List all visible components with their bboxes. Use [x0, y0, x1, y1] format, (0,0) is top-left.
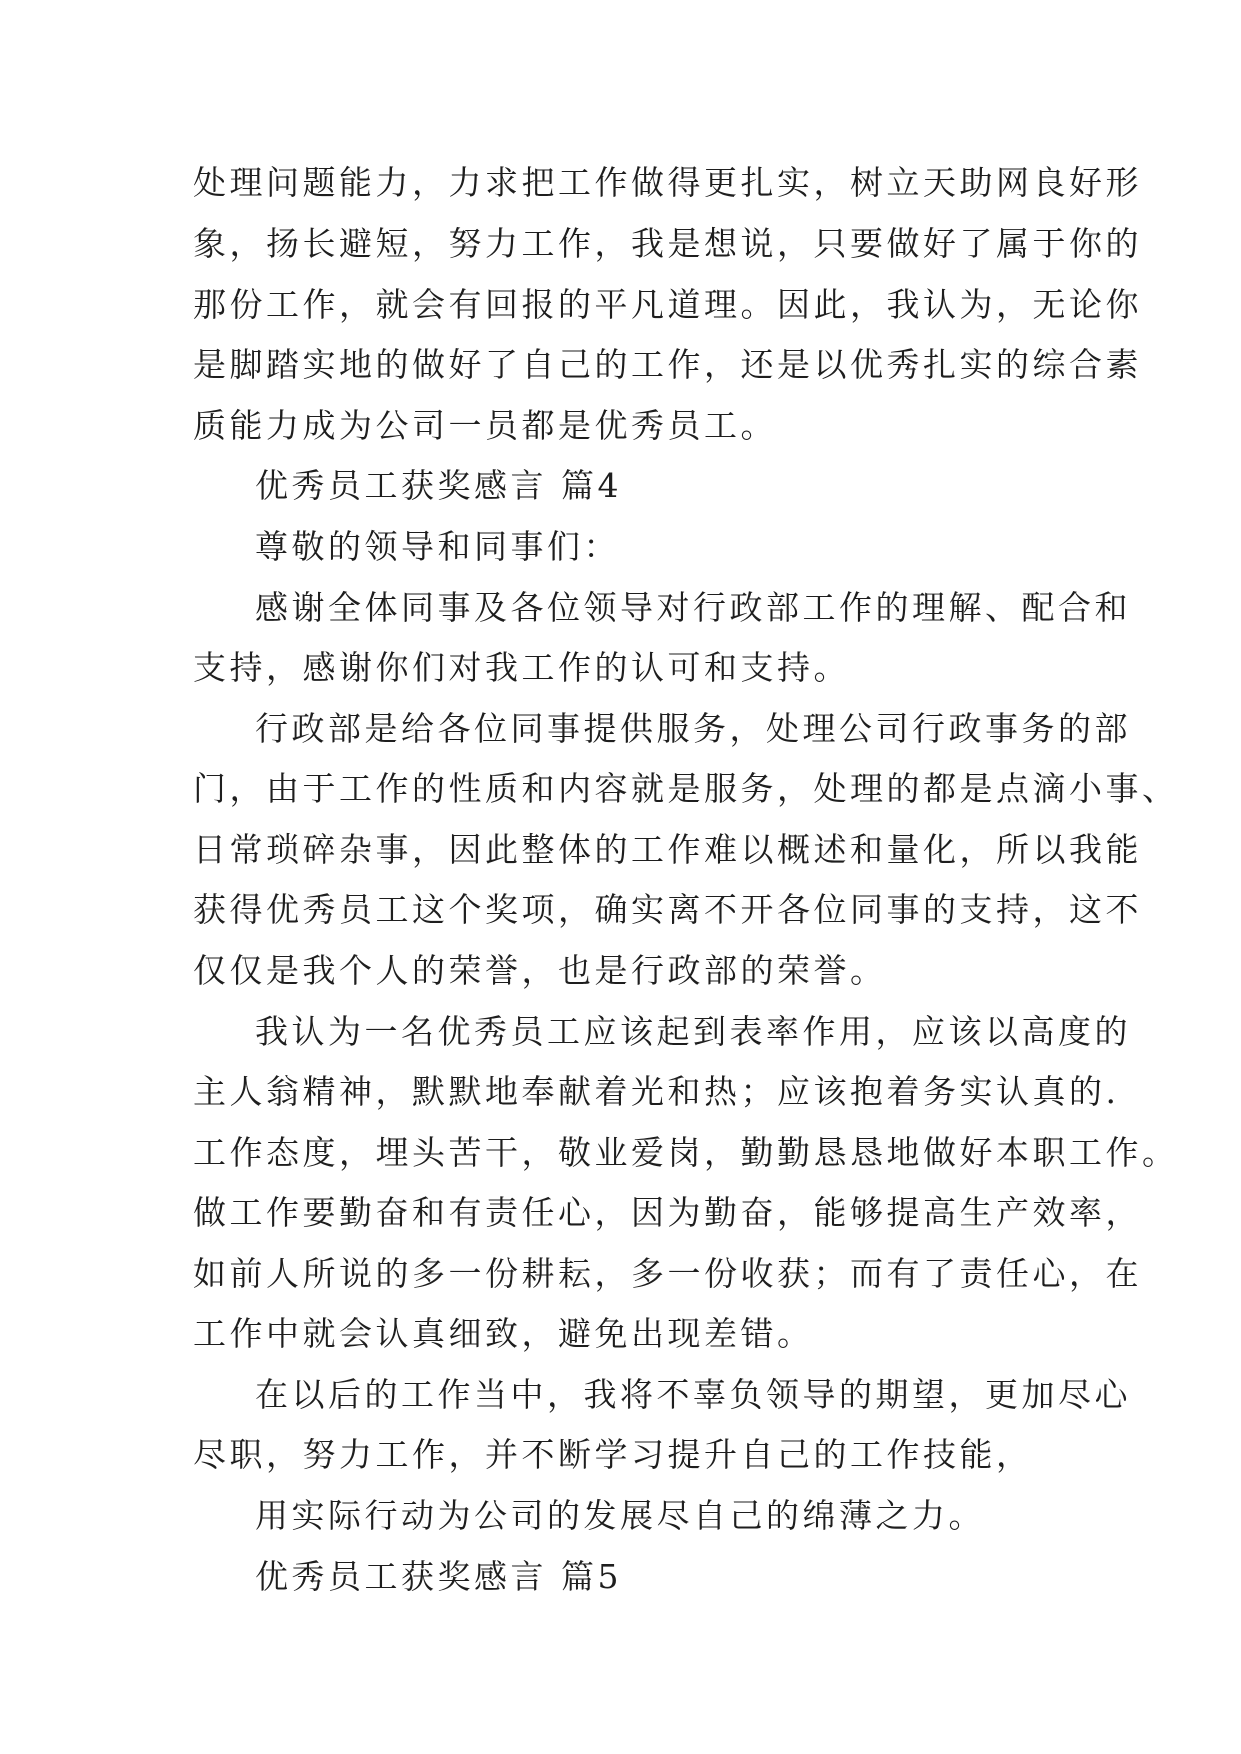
text-line-10: 行政部是给各位同事提供服务，处理公司行政事务的部: [255, 709, 1131, 748]
section-heading-5: 优秀员工获奖感言 篇5: [255, 1557, 622, 1596]
text-line-16: 主人翁精神，默默地奉献着光和热；应该抱着务实认真的.: [193, 1072, 1120, 1111]
text-line-13: 获得优秀员工这个奖项，确实离不开各位同事的支持，这不: [193, 890, 1142, 929]
text-line-8: 感谢全体同事及各位领导对行政部工作的理解、配合和: [255, 588, 1131, 627]
text-line-11: 门，由于工作的性质和内容就是服务，处理的都是点滴小事、: [193, 769, 1179, 808]
text-line-3: 那份工作，就会有回报的平凡道理。因此，我认为，无论你: [193, 285, 1142, 324]
text-line-9: 支持，感谢你们对我工作的认可和支持。: [193, 648, 850, 687]
text-line-23: 用实际行动为公司的发展尽自己的绵薄之力。: [255, 1496, 985, 1535]
text-line-14: 仅仅是我个人的荣誉，也是行政部的荣誉。: [193, 951, 887, 990]
text-line-12: 日常琐碎杂事，因此整体的工作难以概述和量化，所以我能: [193, 830, 1142, 869]
text-line-1: 处理问题能力，力求把工作做得更扎实，树立天助网良好形: [193, 163, 1142, 202]
text-line-19: 如前人所说的多一份耕耘，多一份收获；而有了责任心，在: [193, 1254, 1142, 1293]
text-line-21: 在以后的工作当中，我将不辜负领导的期望，更加尽心: [255, 1375, 1131, 1414]
text-line-5: 质能力成为公司一员都是优秀员工。: [193, 406, 777, 445]
text-line-2: 象，扬长避短，努力工作，我是想说，只要做好了属于你的: [193, 224, 1142, 263]
section-heading-4: 优秀员工获奖感言 篇4: [255, 466, 622, 505]
text-line-15: 我认为一名优秀员工应该起到表率作用，应该以高度的: [255, 1012, 1131, 1051]
text-line-17: 工作态度，埋头苦干，敬业爱岗，勤勤恳恳地做好本职工作。: [193, 1133, 1179, 1172]
text-line-4: 是脚踏实地的做好了自己的工作，还是以优秀扎实的综合素: [193, 345, 1142, 384]
salutation: 尊敬的领导和同事们：: [255, 527, 620, 566]
text-line-22: 尽职，努力工作，并不断学习提升自己的工作技能，: [193, 1435, 1033, 1474]
text-line-20: 工作中就会认真细致，避免出现差错。: [193, 1314, 814, 1353]
text-line-18: 做工作要勤奋和有责任心，因为勤奋，能够提高生产效率，: [193, 1193, 1142, 1232]
